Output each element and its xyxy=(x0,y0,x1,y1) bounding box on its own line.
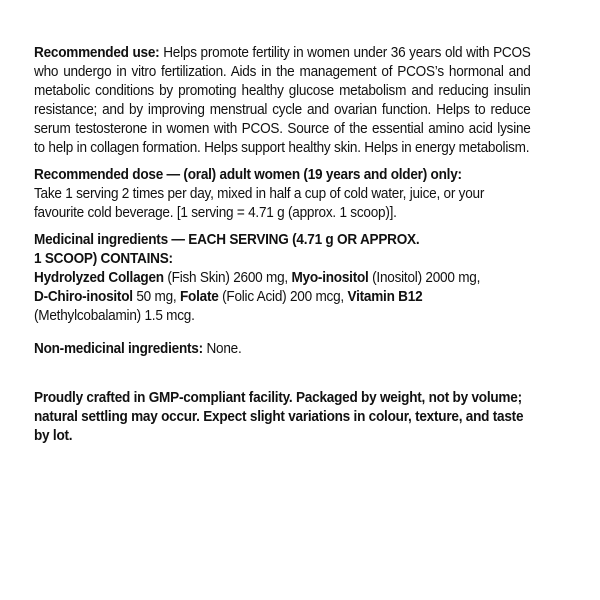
medicinal-ingredients-heading-line2: 1 SCOOP) CONTAINS: xyxy=(34,251,173,267)
product-label-panel xyxy=(34,44,531,446)
non-medicinal-ingredients-section xyxy=(34,340,531,359)
recommended-dose-text: Take 1 serving 2 times per day, mixed in half a cup of cold water, juice, or your favourite cold beverage. [1 serving = 4.71 g (approx. 1 scoop)]. xyxy=(34,186,485,221)
ingredient-detail: (Inositol) 2000 mg, xyxy=(368,270,481,286)
recommended-use-heading: Recommended use: xyxy=(34,45,160,61)
ingredient-name: Myo-inositol xyxy=(291,270,369,286)
ingredient-name: D-Chiro-inositol xyxy=(34,289,133,305)
recommended-use-text: Helps promote fertility in women under 36 years old with PCOS who undergo in vitro fertilization. Aids in the management of PCOS’s hormonal and metabolic conditions by promoting healthy glucose metabolism and reducing insulin resistance; and by improving menstrual cycle and ovarian function. Helps to reduce serum testosterone in women with PCOS. Source of the essential amino acid lysine to help in collagen formation. Helps support healthy skin. Helps in energy metabolism. xyxy=(34,45,531,156)
ingredient-detail: (Fish Skin) 2600 mg, xyxy=(163,270,292,286)
ingredient-detail: 50 mg, xyxy=(132,289,180,305)
medicinal-ingredients-list xyxy=(34,269,531,326)
medicinal-ingredients-heading-line1: Medicinal ingredients — EACH SERVING (4.71 g OR APPROX. xyxy=(34,232,420,248)
medicinal-ingredients-heading xyxy=(34,231,531,269)
ingredient-name: Vitamin B12 xyxy=(347,289,423,305)
footer-note: Proudly crafted in GMP-compliant facility. Packaged by weight, not by volume; natural settling may occur. Expect slight variations in colour, texture, and taste by lot. xyxy=(34,390,524,444)
ingredient-name: Hydrolyzed Collagen xyxy=(34,270,164,286)
non-medicinal-ingredients-text: None. xyxy=(202,341,242,357)
recommended-dose-heading: Recommended dose — (oral) adult women (19 years and older) only: xyxy=(34,167,462,183)
ingredient-name: Folate xyxy=(179,289,219,305)
recommended-use-section xyxy=(34,44,531,158)
ingredient-detail: (Methylcobalamin) 1.5 mcg. xyxy=(34,308,195,324)
ingredient-detail: (Folic Acid) 200 mcg, xyxy=(218,289,348,305)
non-medicinal-ingredients-heading: Non-medicinal ingredients: xyxy=(34,341,203,357)
